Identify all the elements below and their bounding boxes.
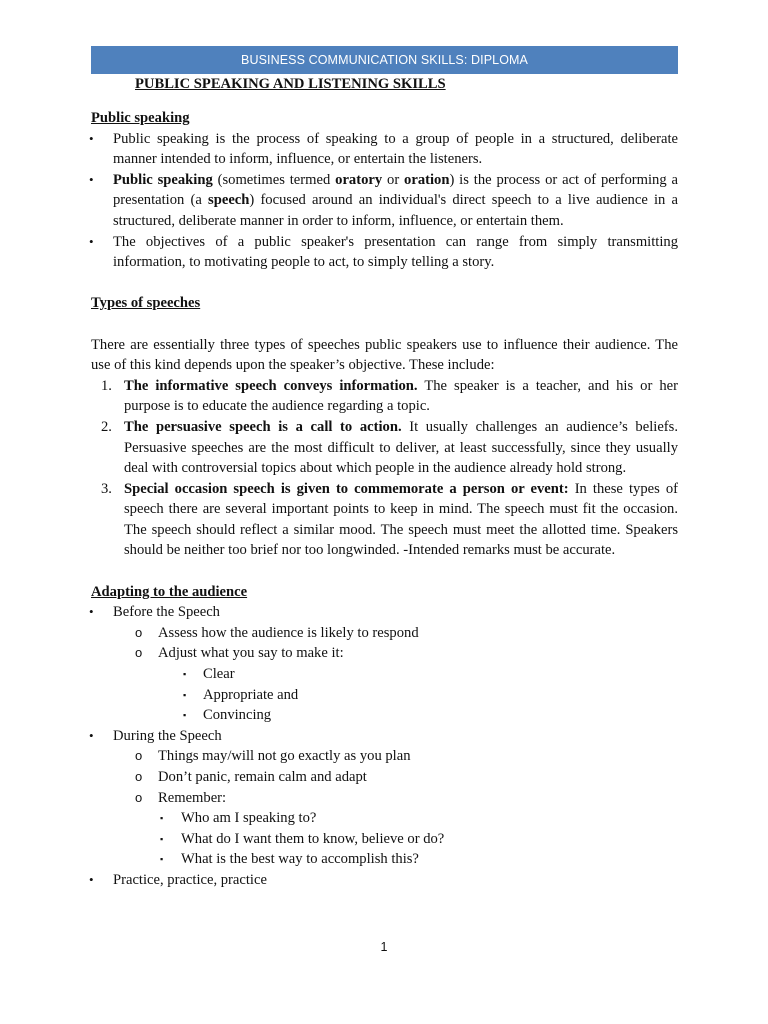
bullet-icon: • (89, 604, 94, 620)
sub-item-text: Things may/will not go exactly as you plan (158, 748, 411, 765)
section-heading-adapting: Adapting to the audience (91, 583, 248, 600)
item-text: It usually challenges an audience’s beliefs. Persuasive speeches are the most difficult to deliver, at least successfully, since they usually deal with controversial topics about which people in the audience already hold strong. (124, 418, 678, 477)
sub-sub-list-item (91, 849, 678, 870)
item-text: In these types of speech there are several important points to keep in mind. The speech must fit the occasion. The speech should reflect a similar mood. The speech must meet the allotted time. Speakers should be neither too brief nor too longwinded. -Intended remarks must be accurate. (124, 480, 678, 559)
square-bullet-icon: ▪ (160, 854, 164, 865)
sub-list-item (91, 788, 678, 809)
sub-list-item (91, 767, 678, 788)
item-number: 1. (101, 377, 112, 394)
sub-sub-list-item (91, 664, 678, 685)
sub-sub-item-text: Clear (203, 666, 235, 683)
section-heading-types-of-speeches: Types of speeches (91, 295, 201, 312)
page-number: 1 (380, 940, 388, 954)
square-bullet-icon: ▪ (160, 833, 164, 844)
bullet-icon: • (89, 871, 94, 887)
sub-sub-item-text: What is the best way to accomplish this? (181, 851, 419, 868)
item-text: The speaker is a teacher, and his or her purpose is to educate the audience regarding a topic. (124, 377, 678, 415)
circle-bullet-icon: o (135, 645, 143, 661)
list-item-text: Practice, practice, practice (113, 871, 267, 888)
square-bullet-icon: ▪ (183, 689, 187, 700)
sub-sub-item-text: Who am I speaking to? (181, 810, 317, 827)
types-intro-paragraph: There are essentially three types of speeches public speakers use to influence their audience. The use of this kind depends upon the speaker’s objective. These include: (91, 336, 678, 374)
numbered-item (91, 376, 678, 417)
sub-sub-list-item (91, 685, 678, 706)
square-bullet-icon: ▪ (160, 813, 164, 824)
list-item-text: Before the Speech (113, 604, 220, 621)
circle-bullet-icon: o (135, 748, 143, 764)
item-bold-lead: The persuasive speech is a call to action. (124, 418, 402, 435)
numbered-item (91, 479, 678, 561)
bullet-icon: • (89, 727, 94, 743)
list-item (91, 129, 678, 170)
document-title: PUBLIC SPEAKING AND LISTENING SKILLS (135, 76, 446, 92)
sub-sub-item-text: Appropriate and (203, 686, 299, 703)
sub-list-item (91, 746, 678, 767)
sub-sub-list-item (91, 808, 678, 829)
list-item-text: The objectives of a public speaker's presentation can range from simply transmitting information, to motivating people to act, to simply telling a story. (113, 233, 678, 271)
sub-sub-item-text: Convincing (203, 707, 272, 724)
list-item-text: Public speaking (sometimes termed oratory or oration) is the process or act of performing a presentation (a speech) focused around an individual's direct speech to a live audience in a structured, deliberate manner in order to inform, influence, or entertain them. (113, 171, 678, 229)
sub-item-text: Remember: (158, 789, 227, 806)
document-header-bar (91, 46, 678, 74)
sub-list-item (91, 623, 678, 644)
header-text: BUSINESS COMMUNICATION SKILLS: DIPLOMA (241, 53, 528, 67)
numbered-item (91, 417, 678, 479)
adapting-list (91, 602, 678, 890)
document-body (91, 108, 678, 891)
sub-list-item (91, 643, 678, 664)
list-item-during-speech (91, 726, 678, 747)
sub-item-text: Don’t panic, remain calm and adapt (158, 769, 367, 785)
sub-sub-list-item (91, 705, 678, 726)
sub-sub-list-item (91, 829, 678, 850)
square-bullet-icon: ▪ (183, 669, 187, 680)
item-number: 2. (101, 418, 112, 435)
list-item (91, 170, 678, 232)
square-bullet-icon: ▪ (183, 710, 187, 721)
list-item (91, 232, 678, 273)
item-bold-lead: Special occasion speech is given to commemorate a person or event: (124, 480, 569, 497)
sub-sub-item-text: What do I want them to know, believe or do? (181, 830, 445, 847)
sub-item-text: Adjust what you say to make it: (158, 645, 344, 662)
bullet-icon: • (89, 171, 94, 187)
bullet-icon: • (89, 130, 94, 146)
list-item-text: Public speaking is the process of speaking to a group of people in a structured, deliberate manner intended to inform, influence, or entertain the listeners. (113, 130, 678, 168)
list-item-before-speech (91, 602, 678, 623)
section-heading-public-speaking: Public speaking (91, 110, 190, 126)
item-number: 3. (101, 480, 112, 497)
circle-bullet-icon: o (135, 624, 143, 640)
circle-bullet-icon: o (135, 769, 143, 784)
bullet-icon: • (89, 233, 94, 249)
circle-bullet-icon: o (135, 789, 143, 805)
sub-item-text: Assess how the audience is likely to respond (158, 624, 419, 641)
list-item-practice (91, 870, 678, 891)
item-bold-lead: The informative speech conveys information. (124, 377, 418, 394)
list-item-text: During the Speech (113, 727, 222, 744)
public-speaking-list (91, 129, 678, 273)
speech-types-list (91, 376, 678, 561)
